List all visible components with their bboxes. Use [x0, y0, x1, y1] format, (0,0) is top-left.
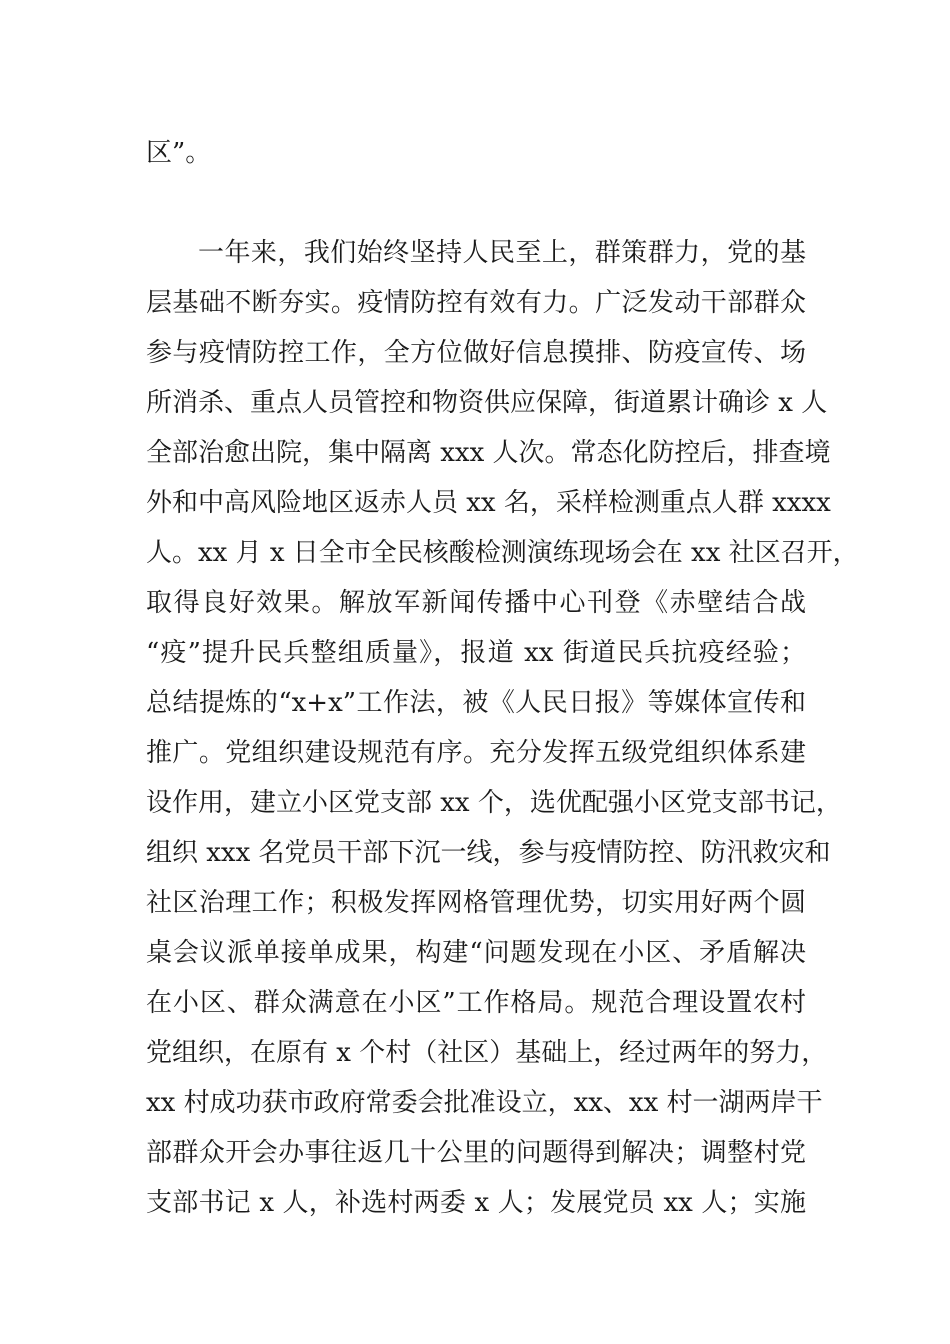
paragraph-line: 在小区、群众满意在小区”工作格局。规范合理设置农村 [146, 988, 806, 1018]
paragraph-line: 外和中高风险地区返赤人员 xx 名，采样检测重点人群 xxxx [146, 488, 831, 518]
paragraph-line: 参与疫情防控工作，全方位做好信息摸排、防疫宣传、场 [146, 338, 806, 368]
paragraph-line: xx 村成功获市政府常委会批准设立，xx、xx 村一湖两岸干 [146, 1088, 823, 1118]
paragraph-line: 推广。党组织建设规范有序。充分发挥五级党组织体系建 [146, 738, 806, 768]
paragraph-line: 层基础不断夯实。疫情防控有效有力。广泛发动干部群众 [146, 288, 806, 318]
paragraph-line: 组织 xxx 名党员干部下沉一线，参与疫情防控、防汛救灾和 [146, 838, 831, 868]
paragraph-line: 全部治愈出院，集中隔离 xxx 人次。常态化防控后，排查境 [146, 438, 831, 468]
paragraph-line: 总结提炼的“x+x”工作法，被《人民日报》等媒体宣传和 [146, 688, 806, 718]
paragraph-line: 支部书记 x 人，补选村两委 x 人；发展党员 xx 人；实施 [146, 1188, 806, 1218]
paragraph-line: 桌会议派单接单成果，构建“问题发现在小区、矛盾解决 [146, 938, 806, 968]
paragraph-first-line: 一年来，我们始终坚持人民至上，群策群力，党的基 [198, 238, 806, 268]
paragraph-line: 人。xx 月 x 日全市全民核酸检测演练现场会在 xx 社区召开， [146, 538, 859, 568]
paragraph-line: 设作用，建立小区党支部 xx 个，选优配强小区党支部书记， [146, 788, 842, 818]
paragraph-line: 社区治理工作；积极发挥网格管理优势，切实用好两个圆 [146, 888, 806, 918]
paragraph-line: 部群众开会办事往返几十公里的问题得到解决；调整村党 [146, 1138, 806, 1168]
paragraph-line: 取得良好效果。解放军新闻传播中心刊登《赤壁结合战 [146, 588, 806, 618]
paragraph-line: 党组织，在原有 x 个村（社区）基础上，经过两年的努力， [146, 1038, 828, 1068]
paragraph-line: “疫”提升民兵整组质量》，报道 xx 街道民兵抗疫经验； [146, 638, 806, 668]
paragraph-end-line: 区”。 [146, 138, 212, 168]
paragraph-line: 所消杀、重点人员管控和物资供应保障，街道累计确诊 x 人 [146, 388, 828, 418]
